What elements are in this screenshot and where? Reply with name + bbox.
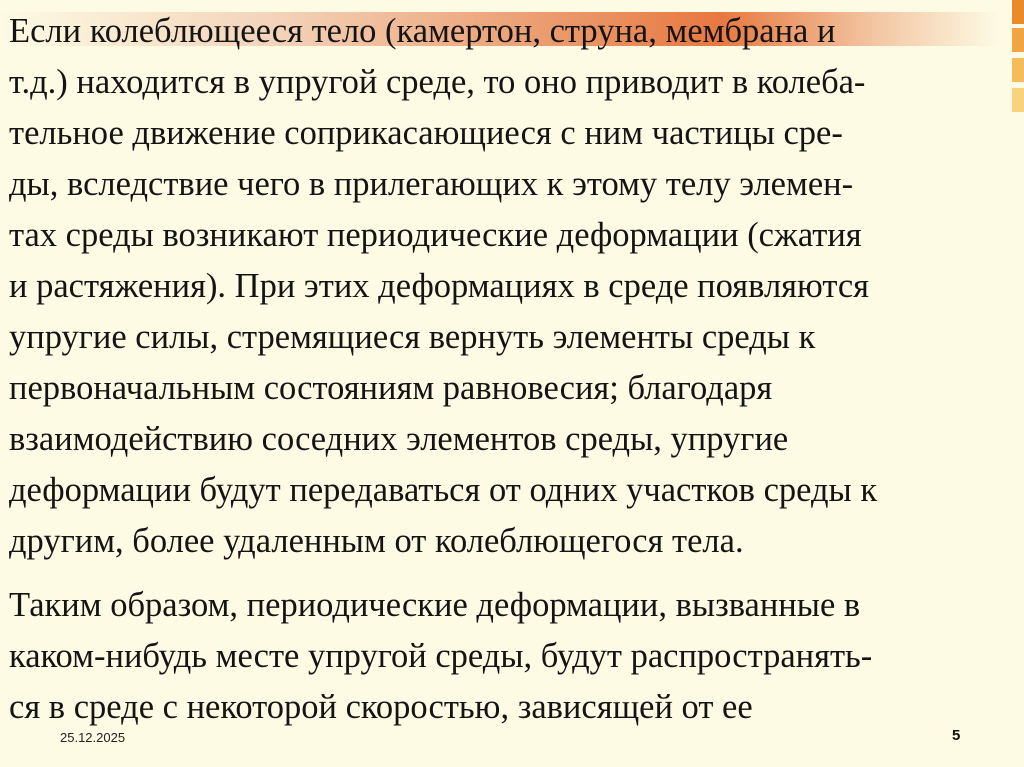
body-paragraph-1 [9, 6, 1015, 567]
text-line: другим, более удаленным от колеблющегося тела. [9, 522, 744, 560]
text-line: взаимодействию соседних элементов среды, упругие [9, 420, 789, 458]
text-line: ды, вследствие чего в прилегающих к этому телу элемен- [9, 165, 854, 203]
text-line: ся в среде с некоторой скоростью, зависящей от ее [9, 688, 753, 726]
text-line: и растяжения). При этих деформациях в среде появляются [9, 267, 870, 305]
text-line: Таким образом, периодические деформации, вызванные в [9, 586, 861, 624]
text-line: упругие силы, стремящиеся вернуть элементы среды к [9, 318, 816, 356]
text-line: первоначальным состояниям равновесия; благодаря [9, 369, 773, 407]
text-line: деформации будут передаваться от одних участков среды к [9, 471, 878, 509]
text-line: Если колеблющееся тело (камертон, струна, мембрана и [9, 12, 836, 50]
text-line: т.д.) находится в упругой среде, то оно приводит в колеба- [9, 63, 866, 101]
text-line: тах среды возникают периодические деформации (сжатия [9, 216, 862, 254]
page-number: 5 [952, 727, 961, 744]
body-paragraph-2 [9, 580, 1015, 733]
text-line: каком-нибудь месте упругой среды, будут распространять- [9, 637, 873, 675]
footer-date: 25.12.2025 [60, 730, 126, 745]
text-line: тельное движение соприкасающиеся с ним частицы сре- [9, 114, 843, 152]
